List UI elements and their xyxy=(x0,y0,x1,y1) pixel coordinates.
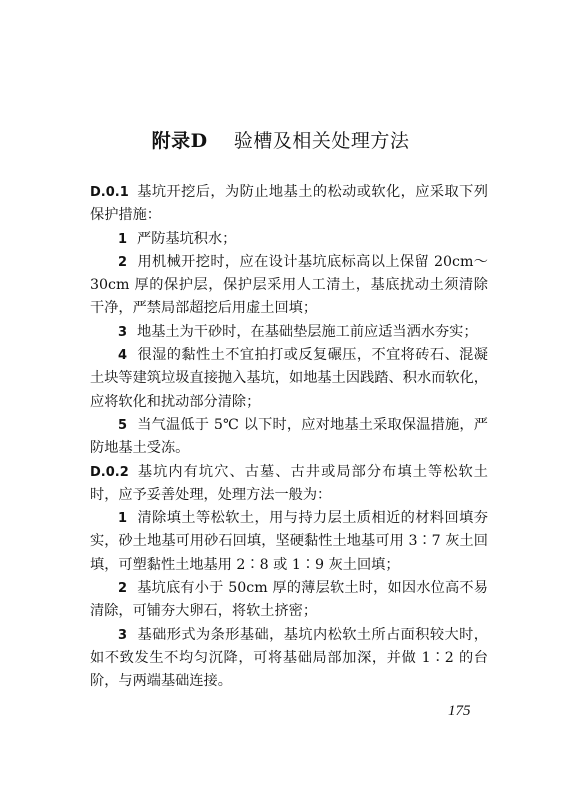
item-text: 严防基坑积水； xyxy=(137,230,237,247)
list-item xyxy=(90,577,488,624)
item-number: 3 xyxy=(118,324,128,340)
clause-text: 基坑开挖后，为防止地基土的松动或软化，应采取下列保护措施： xyxy=(90,184,488,224)
clause-text: 基坑内有坑穴、古墓、古井或局部分布填土等松软土时，应予妥善处理，处理方法一般为： xyxy=(90,463,488,503)
item-text: 基坑底有小于 50cm 厚的薄层软土时，如因水位高不易清除，可铺夯大卵石，将软土挤密； xyxy=(90,580,488,620)
item-text: 当气温低于 5℃ 以下时，应对地基土采取保温措施，严防地基土受冻。 xyxy=(90,416,488,457)
clause-d01 xyxy=(90,181,488,228)
item-text: 很湿的黏性土不宜拍打或反复碾压，不宜将砖石、混凝土块等建筑垃圾直接抛入基坑，如地基土因践踏、积水而软化，应将软化和扰动部分清除； xyxy=(90,347,488,410)
list-item xyxy=(90,251,488,321)
item-number: 1 xyxy=(118,231,128,247)
list-item xyxy=(90,507,488,577)
document-body xyxy=(90,181,488,694)
appendix-title-text: 验槽及相关处理方法 xyxy=(233,130,410,152)
list-item xyxy=(90,414,488,461)
item-text: 地基土为干砂时，在基础垫层施工前应适当洒水夯实； xyxy=(137,323,478,340)
list-item xyxy=(90,624,488,694)
item-text: 用机械开挖时，应在设计基坑底标高以上保留 20cm～30cm 厚的保护层，保护层采用人工清土，基底扰动土须清除干净，严禁局部超挖后用虚土回填； xyxy=(90,253,488,317)
item-number: 2 xyxy=(118,254,128,270)
list-item xyxy=(90,228,488,251)
item-text: 清除填土等松软土，用与持力层土质相近的材料回填夯实，砂土地基可用砂石回填，坚硬黏性土地基可用 3∶7 灰土回填，可塑黏性土地基用 2∶8 或 1∶9 灰土回填； xyxy=(90,510,488,573)
appendix-title xyxy=(0,126,561,153)
item-number: 3 xyxy=(118,627,128,643)
list-item xyxy=(90,321,488,344)
clause-d02 xyxy=(90,461,488,508)
item-number: 5 xyxy=(118,417,128,433)
appendix-label: 附录D xyxy=(151,130,208,152)
clause-number: D.0.2 xyxy=(90,464,129,480)
item-number: 4 xyxy=(118,348,128,364)
item-number: 2 xyxy=(118,581,128,597)
list-item xyxy=(90,344,488,414)
page-number: 175 xyxy=(448,703,471,719)
clause-number: D.0.1 xyxy=(90,185,129,200)
item-number: 1 xyxy=(118,511,128,527)
item-text: 基础形式为条形基础，基坑内松软土所占面积较大时，如不致发生不均匀沉降，可将基础局部加深，并做 1∶2 的台阶，与两端基础连接。 xyxy=(90,626,488,690)
